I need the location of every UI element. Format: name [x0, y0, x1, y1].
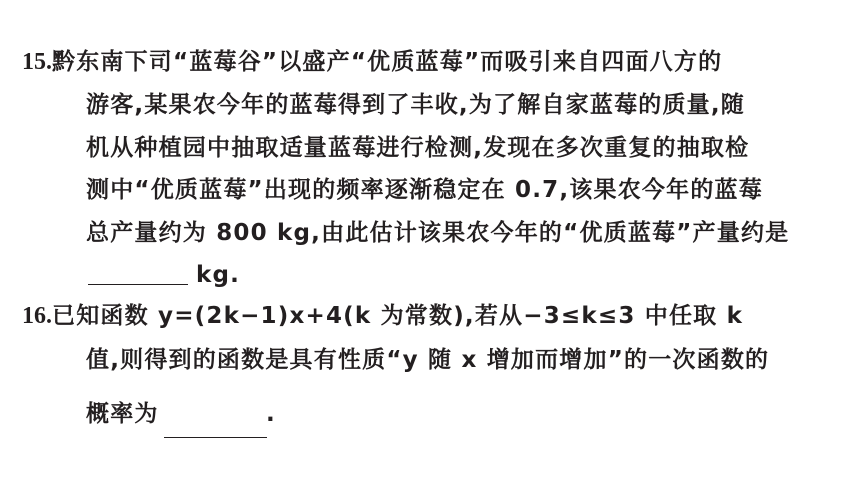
question-16-number: 16.	[22, 303, 52, 329]
question-15-line-3: 机从种植园中抽取适量蓝莓进行检测,发现在多次重复的抽取检	[86, 135, 750, 161]
question-16-line-1	[22, 301, 743, 331]
question-15-answer-blank[interactable]	[88, 284, 188, 285]
question-16-text-1: 已知函数 y=(2k−1)x+4(k 为常数),若从−3≤k≤3 中任取 k	[52, 303, 744, 329]
question-16-line-2: 值,则得到的函数是具有性质“y 随 x 增加而增加”的一次函数的	[86, 347, 770, 373]
question-15-line-4: 测中“优质蓝莓”出现的频率逐渐稳定在 0.7,该果农今年的蓝莓	[86, 177, 763, 203]
question-15-line-1	[22, 47, 722, 77]
question-15-answer-suffix: kg.	[196, 262, 241, 288]
question-16-line-3: 概率为	[86, 401, 159, 427]
question-16-answer-blank[interactable]	[164, 437, 267, 438]
question-15-number: 15.	[22, 49, 52, 75]
question-15-line-5: 总产量约为 800 kg,由此估计该果农今年的“优质蓝莓”产量约是	[86, 220, 790, 246]
question-16-answer-suffix: .	[266, 401, 276, 427]
question-15-text-1: 黔东南下司“蓝莓谷”以盛产“优质蓝莓”而吸引来自四面八方的	[52, 49, 723, 75]
question-15-line-2: 游客,某果农今年的蓝莓得到了丰收,为了解自家蓝莓的质量,随	[86, 92, 746, 118]
